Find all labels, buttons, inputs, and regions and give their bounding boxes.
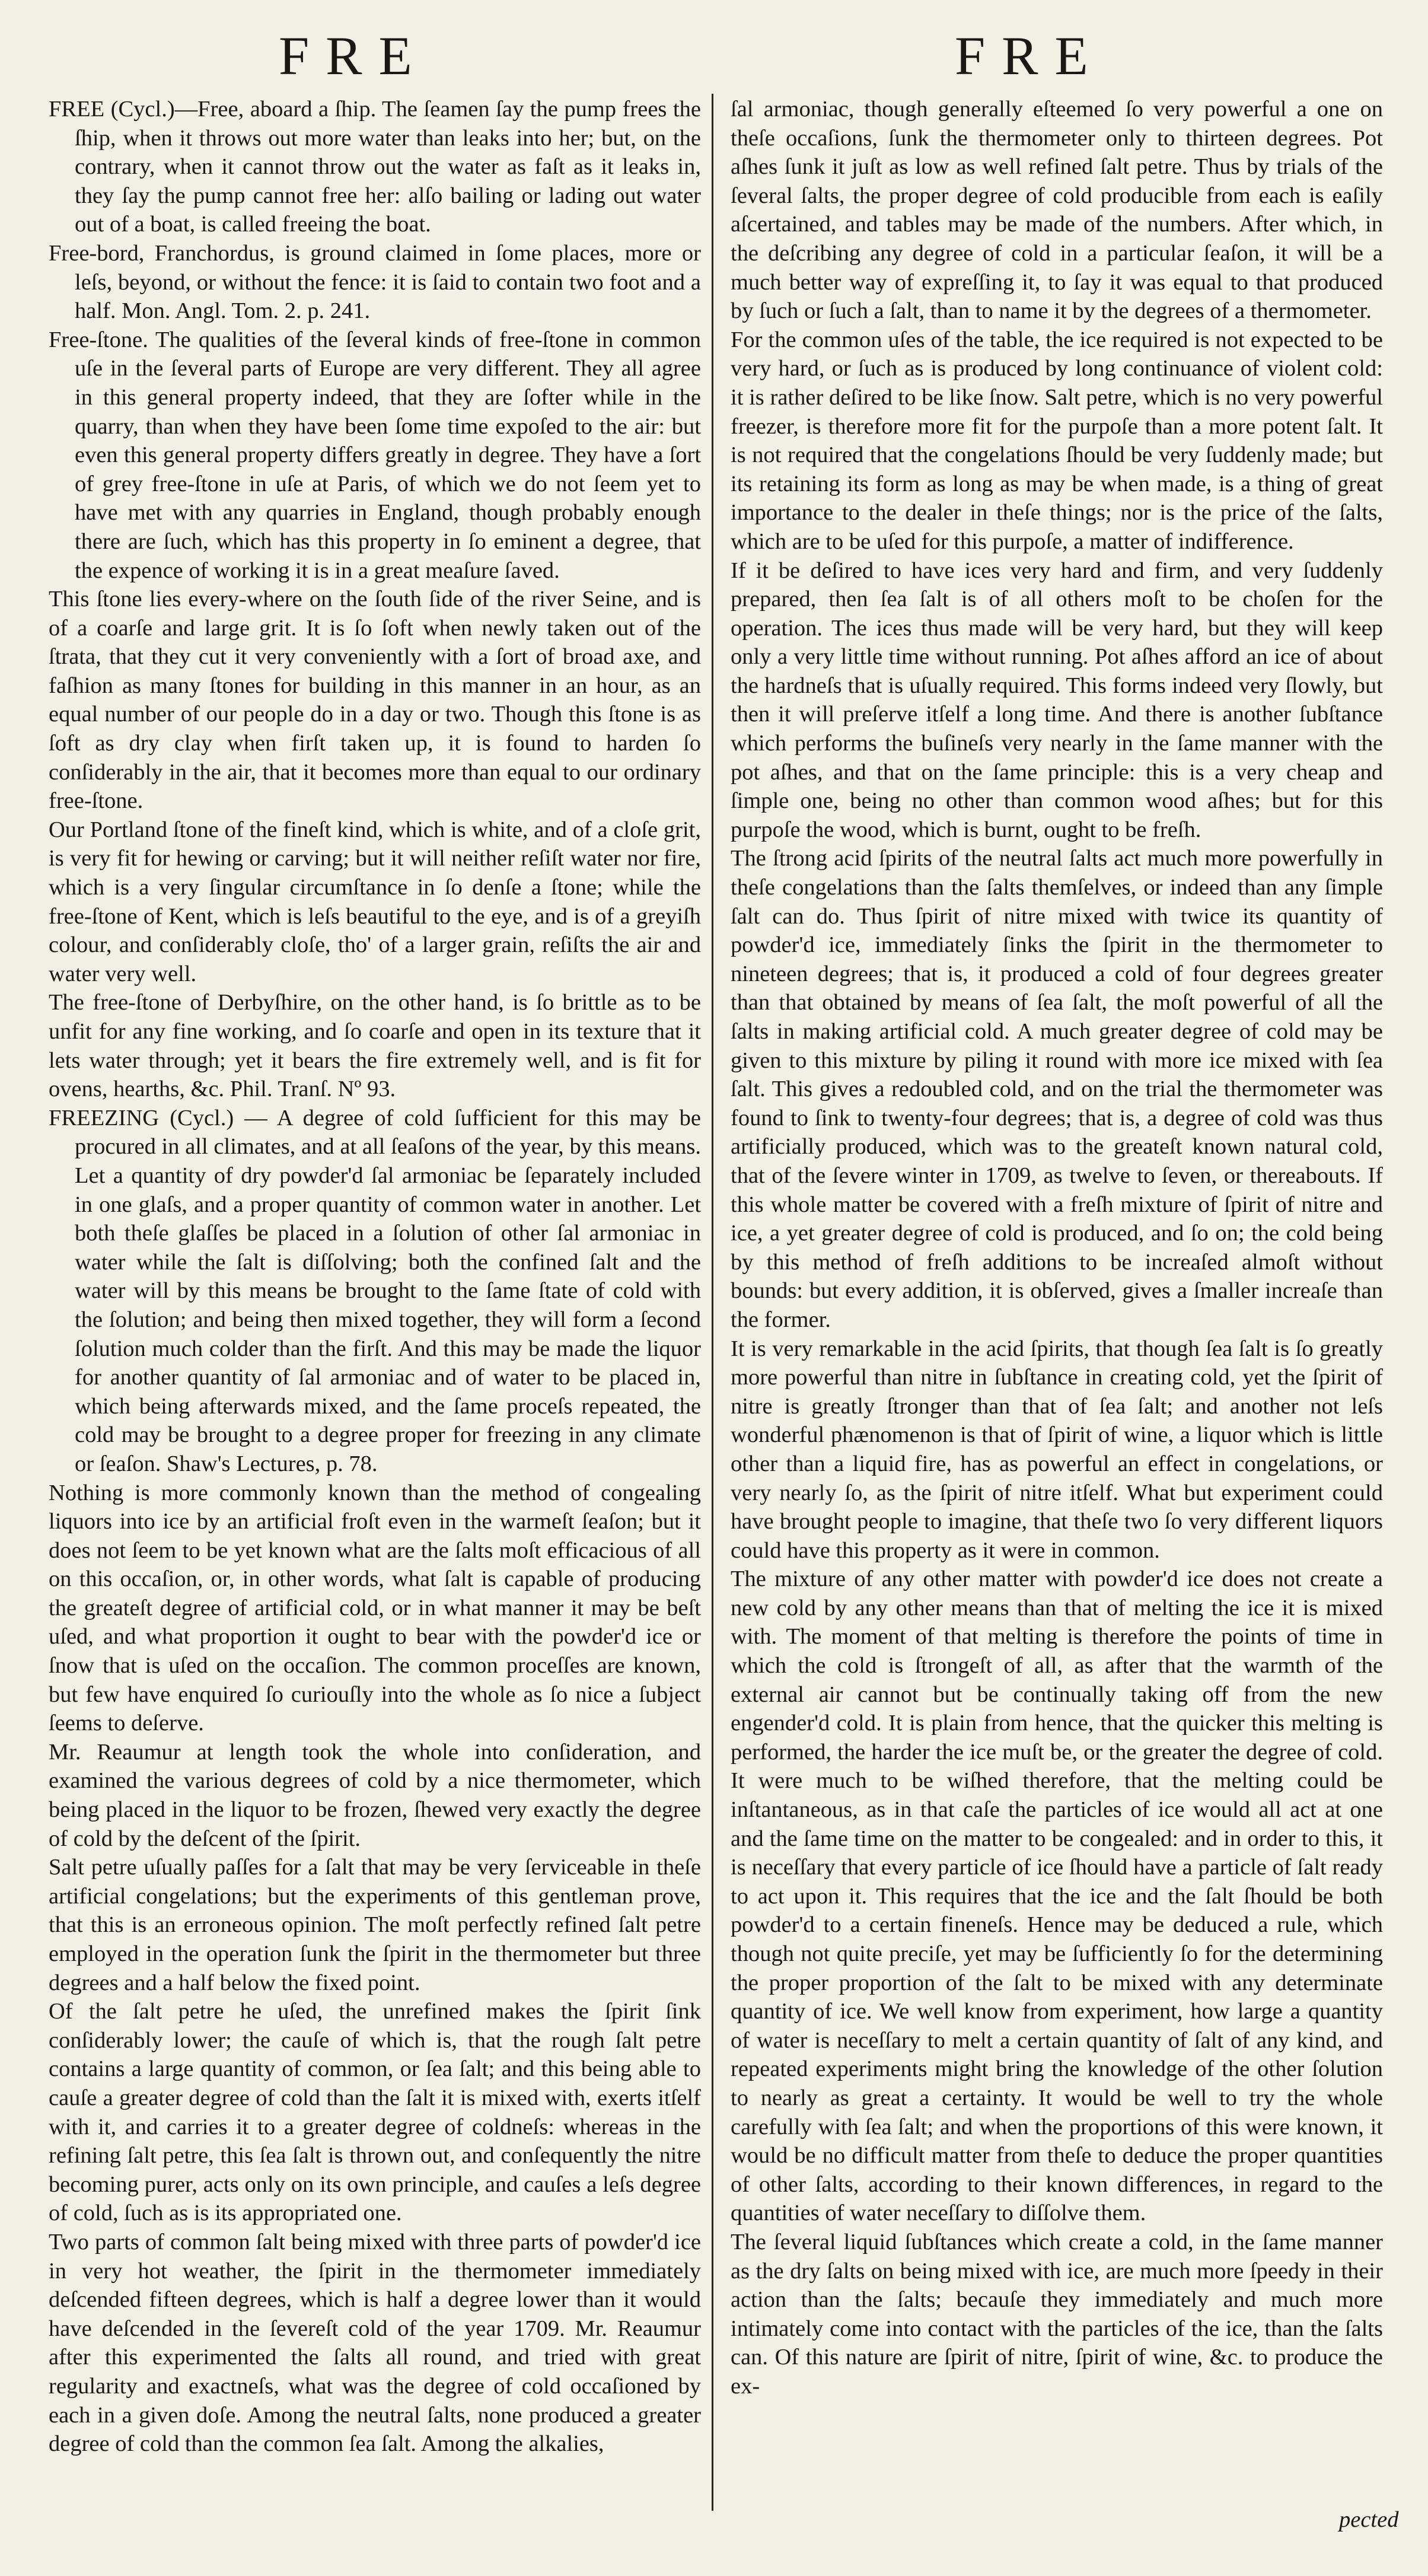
- entry-free: FREE (Cycl.)—Free, aboard a ſhip. The ſeamen ſay the pump frees the ſhip, when it throws out more water than leaks into her; but, on the contrary, when it cannot throw out the water as faſt as it leaks in, they ſay the pump cannot free her: alſo bailing or lading out water out of a boat, is called freeing the boat.: [49, 97, 701, 237]
- paragraph: Nothing is more commonly known than the method of congealing liquors into ice by an artificial froſt even in the warmeſt ſeaſon; but it does not ſeem to be yet known what are the ſalts moſt efficacious of all on this occaſion, or, in other words, what ſalt is capable of producing the greateſt degree of artificial cold, or in what manner it may be beſt uſed, and what proportion it ought to bear with the powder'd ice or ſnow that is uſed on the occaſion. The common proceſſes are known, but few have enquired ſo curiouſly into the whole as ſo nice a ſubject ſeems to deſerve.: [49, 1480, 701, 1736]
- catchword: pected: [1339, 2507, 1399, 2532]
- left-column: [49, 95, 701, 2459]
- paragraph: The mixture of any other matter with powder'd ice does not create a new cold by any other means than that of melting the ice it is mixed with. The moment of that melting is therefore the points of time in which the cold is ſtrongeſt of all, as after that the warmth of the external air cannot but be continually taking off from the new engender'd cold. It is plain from hence, that the quicker this melting is performed, the harder the ice muſt be, or the greater the degree of cold. It were much to be wiſhed therefore, that the melting could be inſtantaneous, as in that caſe the particles of ice would all act at one and the ſame time on the matter to be congealed: and in order to this, it is neceſſary that every particle of ice ſhould have a particle of ſalt ready to act upon it. This requires that the ice and the ſalt ſhould be both powder'd to a certain fineneſs. Hence may be deduced a rule, which though not quite preciſe, yet may be ſufficiently ſo for the determining the proper proportion of the ſalt to be mixed with any determinate quantity of ice. We well know from experiment, how large a quantity of water is neceſſary to melt a certain quantity of ſalt of any kind, and repeated experiments might bring the knowledge of the other ſolution to nearly as great a certainty. It would be well to try the whole carefully with ſea ſalt; and when the proportions of this were known, it would be no difficult matter from theſe to deduce the proper quantities of other ſalts, according to their known differences, in regard to the quantities of water neceſſary to diſſolve them.: [731, 1566, 1383, 2226]
- paragraph: If it be deſired to have ices very hard and firm, and very ſuddenly prepared, then ſea ſalt is of all others moſt to be choſen for the operation. The ices thus made will be very hard, but they will keep only a very little time without running. Pot aſhes afford an ice of about the hardneſs that is uſually required. This forms indeed very ſlowly, but then it will preſerve itſelf a long time. And there is another ſubſtance which performs the buſineſs very nearly in the ſame manner with the pot aſhes, and that on the ſame principle: this is a very cheap and ſimple one, being no other than common wood aſhes; but for this purpoſe the wood, which is burnt, ought to be freſh.: [731, 558, 1383, 842]
- paragraph: ſal armoniac, though generally eſteemed ſo very powerful a one on theſe occaſions, ſunk the thermometer only to thirteen degrees. Pot aſhes ſunk it juſt as low as well refined ſalt petre. Thus by trials of the ſeveral ſalts, the proper degree of cold producible from each is eaſily aſcertained, and tables may be made of the numbers. After which, in the deſcribing any degree of cold in a particular ſeaſon, it will be a much better way of expreſſing it, to ſay it was equal to that produced by ſuch or ſuch a ſalt, than to name it by the degrees of a thermometer.: [731, 97, 1383, 324]
- entry-freezing: FREEZING (Cycl.) — A degree of cold ſufficient for this may be procured in all climates, and at all ſeaſons of the year, by this means. Let a quantity of dry powder'd ſal armoniac be ſeparately included in one glaſs, and a proper quantity of common water in another. Let both theſe glaſſes be placed in a ſolution of other ſal armoniac in water while the ſalt is diſſolving; both the confined ſalt and the water will by this means be brought to the ſame ſtate of cold with the ſolution; and being then mixed together, they will form a ſecond ſolution much colder than the firſt. And this may be made the liquor for another quantity of ſal armoniac and of water to be placed in, which being afterwards mixed, and the ſame proceſs repeated, the cold may be brought to a degree proper for freezing in any climate or ſeaſon. Shaw's Lectures, p. 78.: [49, 1105, 701, 1476]
- paragraph: For the common uſes of the table, the ice required is not expected to be very hard, or ſuch as is produced by long continuance of violent cold: it is rather deſired to be like ſnow. Salt petre, which is no very powerful freezer, is therefore more fit for the purpoſe than a more potent ſalt. It is not required that the congelations ſhould be very ſuddenly made; but its retaining its form as long as may be when made, is a thing of great importance to the dealer in theſe things; nor is the price of the ſalts, which are to be uſed for this purpoſe, a matter of indifference.: [731, 327, 1383, 554]
- paragraph: It is very remarkable in the acid ſpirits, that though ſea ſalt is ſo greatly more powerful than nitre in ſubſtance in creating cold, yet the ſpirit of nitre is greatly ſtronger than that of ſea ſalt; and another not leſs wonderful phænomenon is that of ſpirit of wine, a liquor which is little other than a liquid fire, has as powerful an effect in congelations, or very nearly ſo, as the ſpirit of nitre itſelf. What but experiment could have brought people to imagine, that theſe two ſo very different liquors could have this property as it were in common.: [731, 1336, 1383, 1563]
- right-column: [731, 95, 1383, 2401]
- paragraph: Of the ſalt petre he uſed, the unrefined makes the ſpirit ſink conſiderably lower; the cauſe of which is, that the rough ſalt petre contains a large quantity of common, or ſea ſalt; and this being able to cauſe a greater degree of cold than the ſalt it is mixed with, exerts itſelf with it, and carries it to a greater degree of coldneſs: whereas in the refining ſalt petre, this ſea ſalt is thrown out, and conſequently the nitre becoming purer, acts only on its own principle, and cauſes a leſs degree of cold, ſuch as is its appropriated one.: [49, 1999, 701, 2226]
- running-head-left: FRE: [279, 26, 429, 86]
- entry-free-bord: Free-bord, Franchordus, is ground claimed in ſome places, more or leſs, beyond, or without the fence: it is ſaid to contain two foot and a half. Mon. Angl. Tom. 2. p. 241.: [49, 240, 701, 324]
- paragraph: The free-ſtone of Derbyſhire, on the other hand, is ſo brittle as to be unfit for any fine working, and ſo coarſe and open in its texture that it lets water through; yet it bears the fire extremely well, and is fit for ovens, hearths, &c. Phil. Tranſ. Nº 93.: [49, 990, 701, 1102]
- running-head-right: FRE: [955, 26, 1105, 86]
- paragraph: Mr. Reaumur at length took the whole into conſideration, and examined the various degrees of cold by a nice thermometer, which being placed in the liquor to be frozen, ſhewed very exactly the degree of cold by the deſcent of the ſpirit.: [49, 1739, 701, 1851]
- column-divider: [712, 94, 713, 2511]
- paragraph: This ſtone lies every-where on the ſouth ſide of the river Seine, and is of a coarſe and large grit. It is ſo ſoft when newly taken out of the ſtrata, that they cut it very conveniently with a ſort of broad axe, and faſhion as many ſtones for building in this manner in an hour, as an equal number of our people do in a day or two. Though this ſtone is as ſoft as dry clay when firſt taken up, it is found to harden ſo conſiderably in the air, that it becomes more than equal to our ordinary free-ſtone.: [49, 587, 701, 814]
- paragraph: Two parts of common ſalt being mixed with three parts of powder'd ice in very hot weather, the ſpirit in the thermometer immediately deſcended fifteen degrees, which is half a degree lower than it would have deſcended in the ſevereſt cold of the year 1709. Mr. Reaumur after this experimented the ſalts all round, and tried with great regularity and exactneſs, what was the degree of cold occaſioned by each in a given doſe. Among the neutral ſalts, none produced a greater degree of cold than the common ſea ſalt. Among the alkalies,: [49, 2229, 701, 2457]
- entry-free-stone: Free-ſtone. The qualities of the ſeveral kinds of free-ſtone in common uſe in the ſeveral parts of Europe are very different. They all agree in this general property indeed, that they are ſofter while in the quarry, than when they have been ſome time expoſed to the air: but even this general property differs greatly in degree. They have a ſort of grey free-ſtone in uſe at Paris, of which we do not ſeem yet to have met with any quarries in England, though probably enough there are ſuch, which has this property in ſo eminent a degree, that the expence of working it is in a great meaſure ſaved.: [49, 327, 701, 583]
- paragraph: Our Portland ſtone of the fineſt kind, which is white, and of a cloſe grit, is very fit for hewing or carving; but it will neither reſiſt water nor fire, which is a very ſingular circumſtance in ſo denſe a ſtone; while the free-ſtone of Kent, which is leſs beautiful to the eye, and is of a greyiſh colour, and conſiderably cloſe, tho' of a larger grain, reſiſts the air and water very well.: [49, 817, 701, 986]
- paragraph: The ſtrong acid ſpirits of the neutral ſalts act much more powerfully in theſe congelations than the ſalts themſelves, or indeed than any ſimple ſalt can do. Thus ſpirit of nitre mixed with twice its quantity of powder'd ice, immediately ſinks the ſpirit in the thermometer to nineteen degrees; that is, it produced a cold of four degrees greater than that obtained by means of ſea ſalt, the moſt powerful of all the ſalts in making artificial cold. A much greater degree of cold may be given to this mixture by piling it round with more ice mixed with ſea ſalt. This gives a redoubled cold, and on the trial the thermometer was found to ſink to twenty-four degrees; that is, a degree of cold was thus artificially produced, which was to the greateſt known natural cold, that of the ſevere winter in 1709, as twelve to ſeven, or thereabouts. If this whole matter be covered with a freſh mixture of ſpirit of nitre and ice, a yet greater degree of cold is produced, and ſo on; the cold being by this method of freſh additions to be increaſed almoſt without bounds: but every addition, it is obſerved, gives a ſmaller increaſe than the former.: [731, 846, 1383, 1332]
- paragraph: Salt petre uſually paſſes for a ſalt that may be very ſerviceable in theſe artificial congelations; but the experiments of this gentleman prove, that this is an erroneous opinion. The moſt perfectly refined ſalt petre employed in the operation ſunk the ſpirit in the thermometer but three degrees and a half below the fixed point.: [49, 1855, 701, 1995]
- paragraph: The ſeveral liquid ſubſtances which create a cold, in the ſame manner as the dry ſalts on being mixed with ice, are much more ſpeedy in their action than the ſalts; becauſe they immediately and much more intimately come into contact with the particles of the ice, than the ſalts can. Of this nature are ſpirit of nitre, ſpirit of wine, &c. to produce the ex-: [731, 2229, 1383, 2399]
